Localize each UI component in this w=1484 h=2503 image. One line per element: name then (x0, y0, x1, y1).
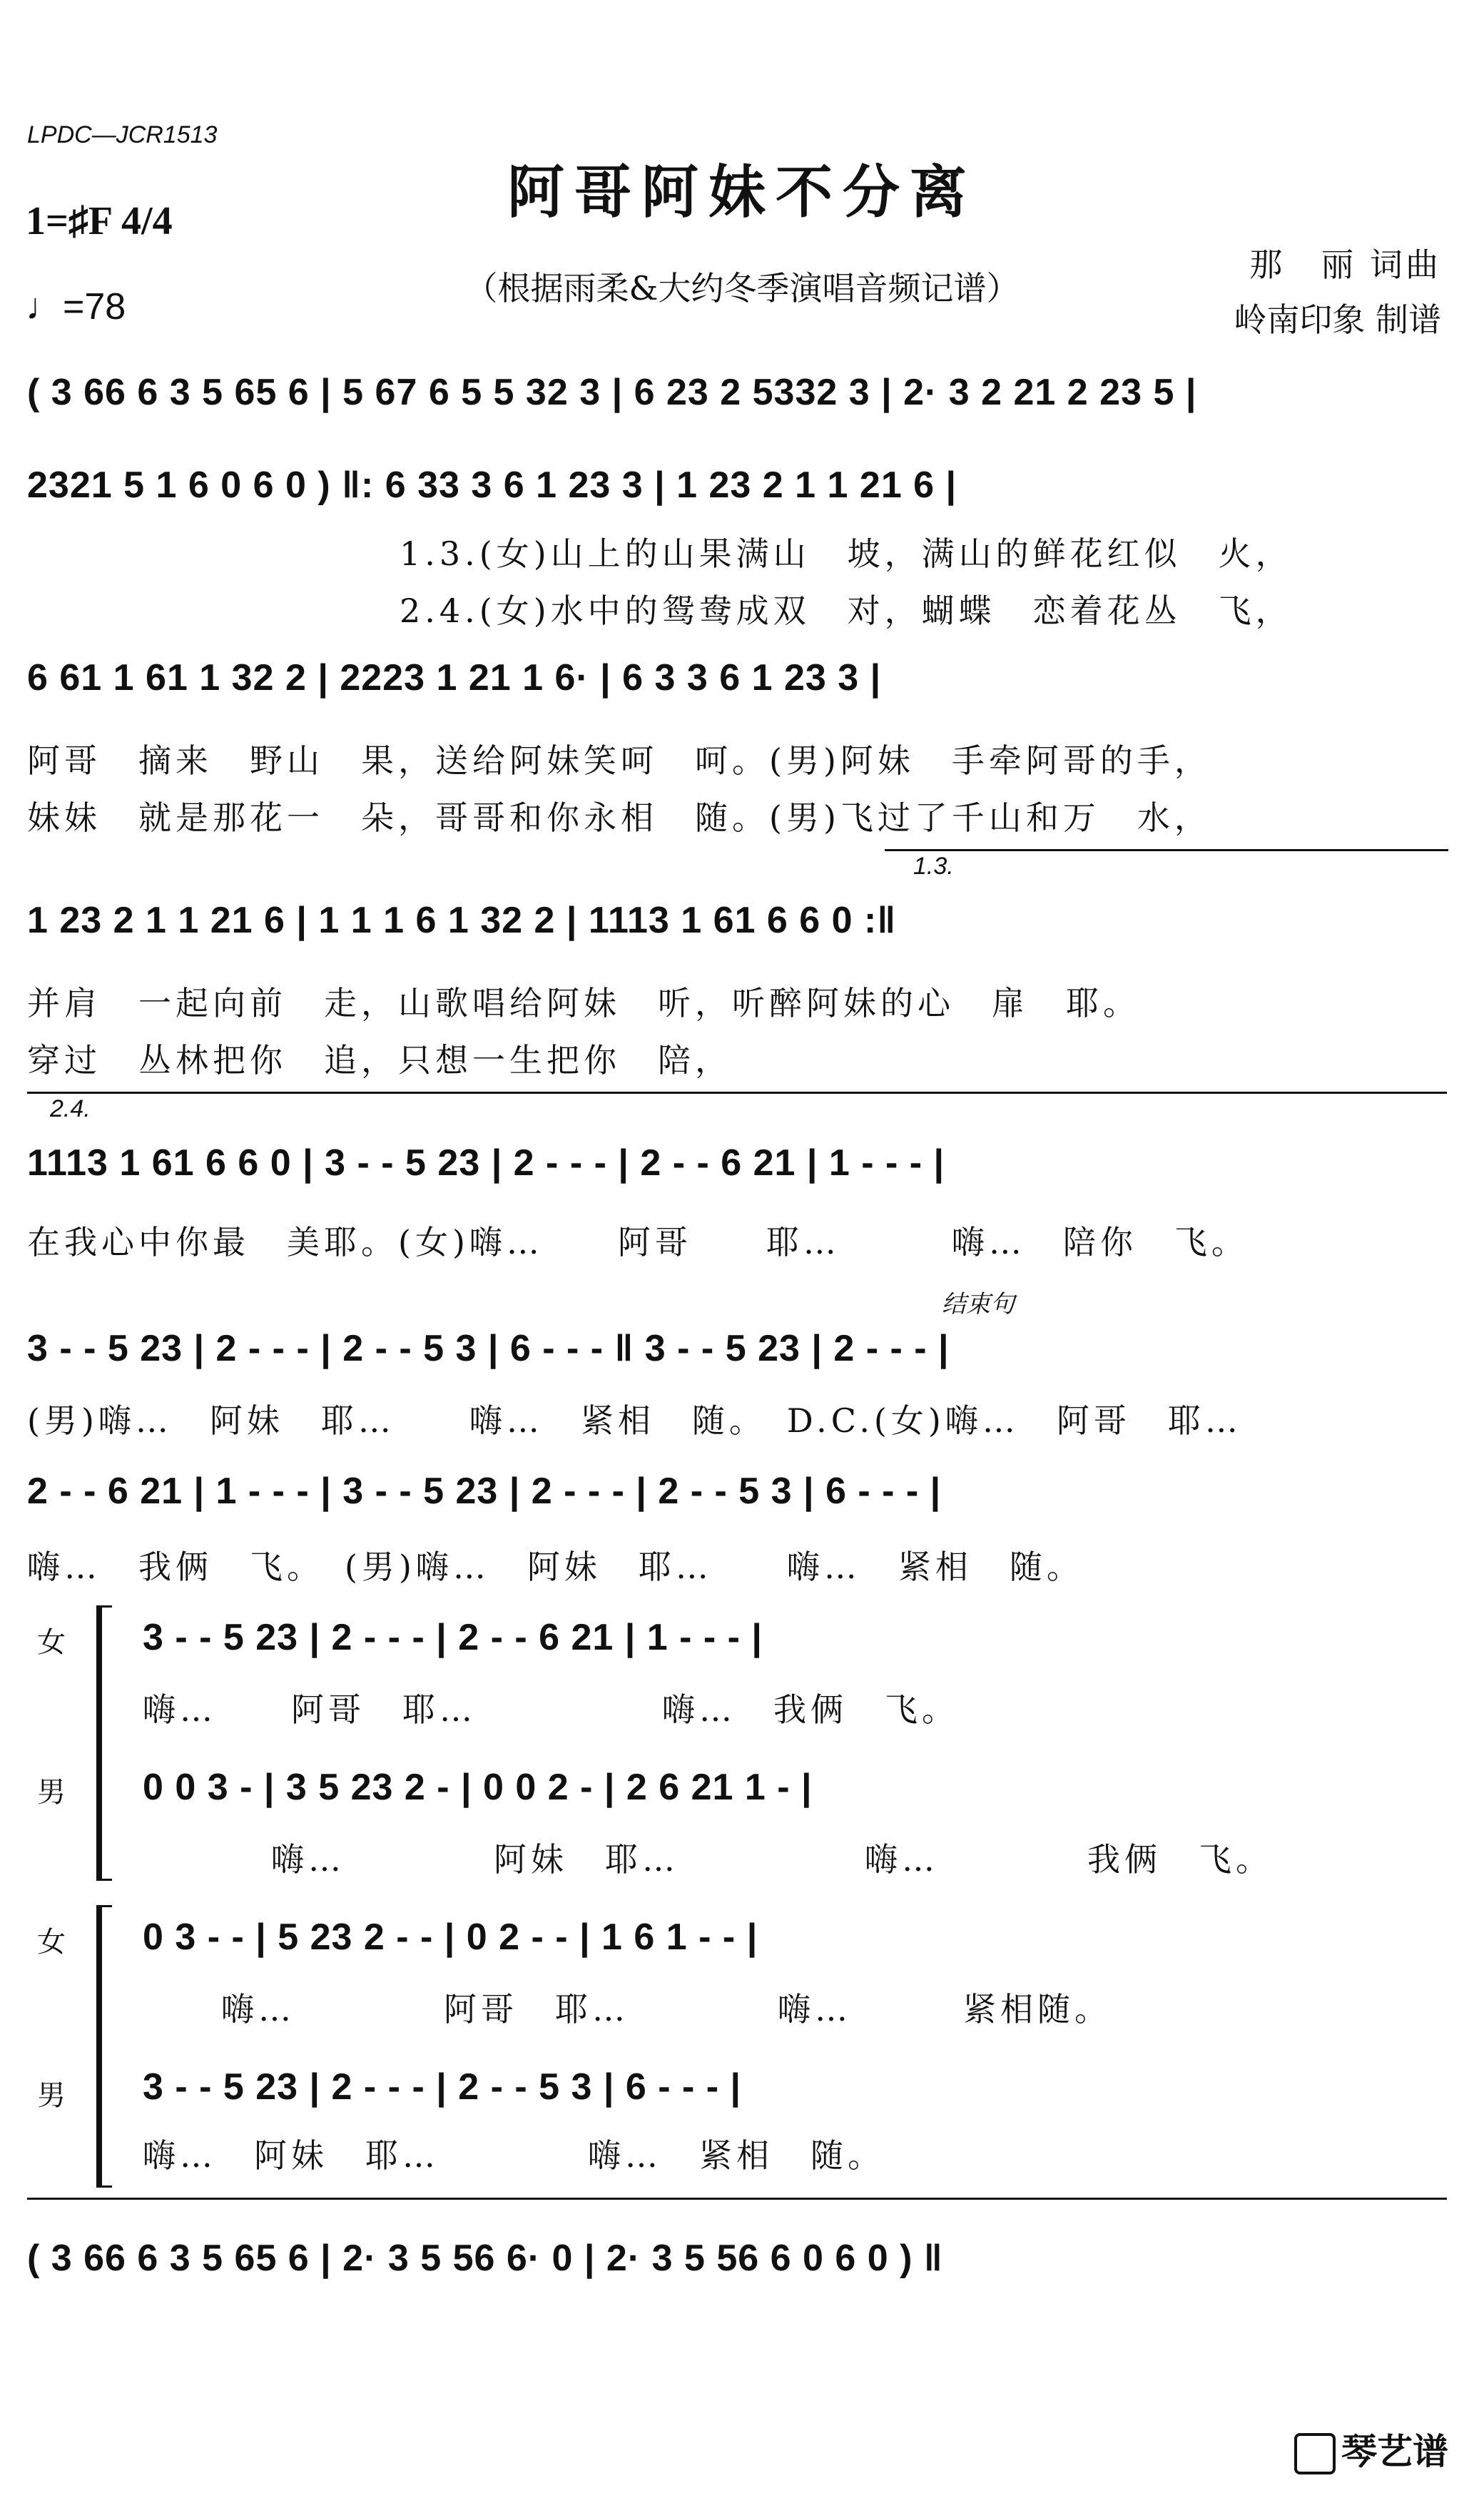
key-signature: 1=♯F 4/4 (26, 199, 173, 243)
notation-male-1: 0 0 3 - | 3 5 23 2 - | 0 0 2 - | 2 6 21 1 - | (143, 1767, 813, 1808)
voice-label-female-1: 女 (37, 1626, 66, 1659)
lyric-female-1: 嗨… 阿哥 耶… 嗨… 我俩 飞。 (143, 1690, 959, 1729)
credit-score-maker: 岭南印象 制谱 (1234, 300, 1441, 339)
notation-line-3: 6 61 1 61 1 32 2 | 2223 1 21 1 6· | 6 3 3 6 1 23 3 | (27, 657, 882, 699)
lyric-male-2: 嗨… 阿妹 耶… 嗨… 紧相 随。 (143, 2136, 885, 2175)
notation-male-2: 3 - - 5 23 | 2 - - - | 2 - - 5 3 | 6 - - - | (143, 2066, 742, 2108)
volta-bracket-1 (885, 849, 1448, 851)
credit-lyrics-music: 那 丽 词曲 (1249, 245, 1441, 284)
song-title: 阿哥阿妹不分离 (507, 158, 977, 225)
watermark-logo (1294, 2423, 1448, 2475)
notation-line-5: 1113 1 61 6 6 0 | 3 - - 5 23 | 2 - - - | 2 - - 6 21 | 1 - - - | (27, 1142, 945, 1184)
voice-label-female-2: 女 (37, 1926, 66, 1959)
duet-bracket-2 (96, 1905, 112, 2188)
volta-bracket-2 (27, 1092, 1447, 1094)
lyric-line-4a: 并肩 一起向前 走，山歌唱给阿妹 听，听醉阿妹的心 扉 耶。 (27, 984, 1140, 1022)
volta-label-1-3: 1.3. (913, 853, 954, 880)
voice-label-male-1: 男 (37, 1776, 66, 1809)
score-code: LPDC—JCR1513 (27, 121, 218, 148)
watermark-text: 琴艺谱 (1341, 2430, 1448, 2472)
lyric-line-6: (男)嗨… 阿妹 耶… 嗨… 紧相 随。 D.C.(女)嗨… 阿哥 耶… (27, 1401, 1242, 1440)
notation-outro: ( 3 66 6 3 5 65 6 | 2· 3 5 56 6· 0 | 2· 3 5 56 6 0 6 0 ) ‖ (27, 2238, 943, 2279)
lyric-female-2: 嗨… 阿哥 耶… 嗨… 紧相随。 (221, 1990, 1112, 2029)
duet-bracket-1 (96, 1605, 112, 1881)
notation-female-2: 0 3 - - | 5 23 2 - - | 0 2 - - | 1 6 1 - - | (143, 1916, 758, 1958)
lyric-line-2a: 1.3.(女)山上的山果满山 坡，满山的鲜花红似 火， (400, 534, 1293, 573)
ending-phrase-label: 结束句 (942, 1291, 1015, 1318)
song-subtitle: （根据雨柔&大约冬季演唱音频记谱） (464, 269, 1020, 308)
voice-label-male-2: 男 (37, 2079, 66, 2112)
notation-line-2: 2321 5 1 6 0 6 0 ) ‖: 6 33 3 6 1 23 3 | 1 23 2 1 1 21 6 | (27, 464, 957, 506)
notation-female-1: 3 - - 5 23 | 2 - - - | 2 - - 6 21 | 1 - - - | (143, 1617, 763, 1658)
logo-icon (1294, 2433, 1336, 2474)
notation-line-4: 1 23 2 1 1 21 6 | 1 1 1 6 1 32 2 | 1113 1 61 6 6 0 :‖ (27, 900, 897, 941)
notation-line-7: 2 - - 6 21 | 1 - - - | 3 - - 5 23 | 2 - - - | 2 - - 5 3 | 6 - - - | (27, 1471, 942, 1512)
lyric-line-3b: 妹妹 就是那花一 朵，哥哥和你永相 随。(男)飞过了千山和万 水， (27, 798, 1211, 837)
notation-line-1: ( 3 66 6 3 5 65 6 | 5 67 6 5 5 32 3 | 6 23 2 5332 3 | 2· 3 2 21 2 23 5 | (27, 372, 1197, 413)
lyric-line-5: 在我心中你最 美耶。(女)嗨… 阿哥 耶… 嗨… 陪你 飞。 (27, 1223, 1249, 1261)
lyric-line-3a: 阿哥 摘来 野山 果，送给阿妹笑呵 呵。(男)阿妹 手牵阿哥的手， (27, 741, 1211, 780)
lyric-line-2b: 2.4.(女)水中的鸳鸯成双 对，蝴蝶 恋着花丛 飞， (400, 592, 1293, 630)
outro-divider (27, 2198, 1447, 2200)
lyric-line-7: 嗨… 我俩 飞。 (男)嗨… 阿妹 耶… 嗨… 紧相 随。 (27, 1548, 1084, 1586)
tempo-mark: ♩=78 (26, 286, 126, 328)
volta-label-2-4: 2.4. (50, 1095, 91, 1122)
lyric-male-1: 嗨… 阿妹 耶… 嗨… 我俩 飞。 (271, 1840, 1273, 1879)
lyric-line-4b: 穿过 丛林把你 追，只想一生把你 陪， (27, 1041, 732, 1080)
notation-line-6: 3 - - 5 23 | 2 - - - | 2 - - 5 3 | 6 - - - ‖ 3 - - 5 23 | 2 - - - | (27, 1328, 950, 1369)
